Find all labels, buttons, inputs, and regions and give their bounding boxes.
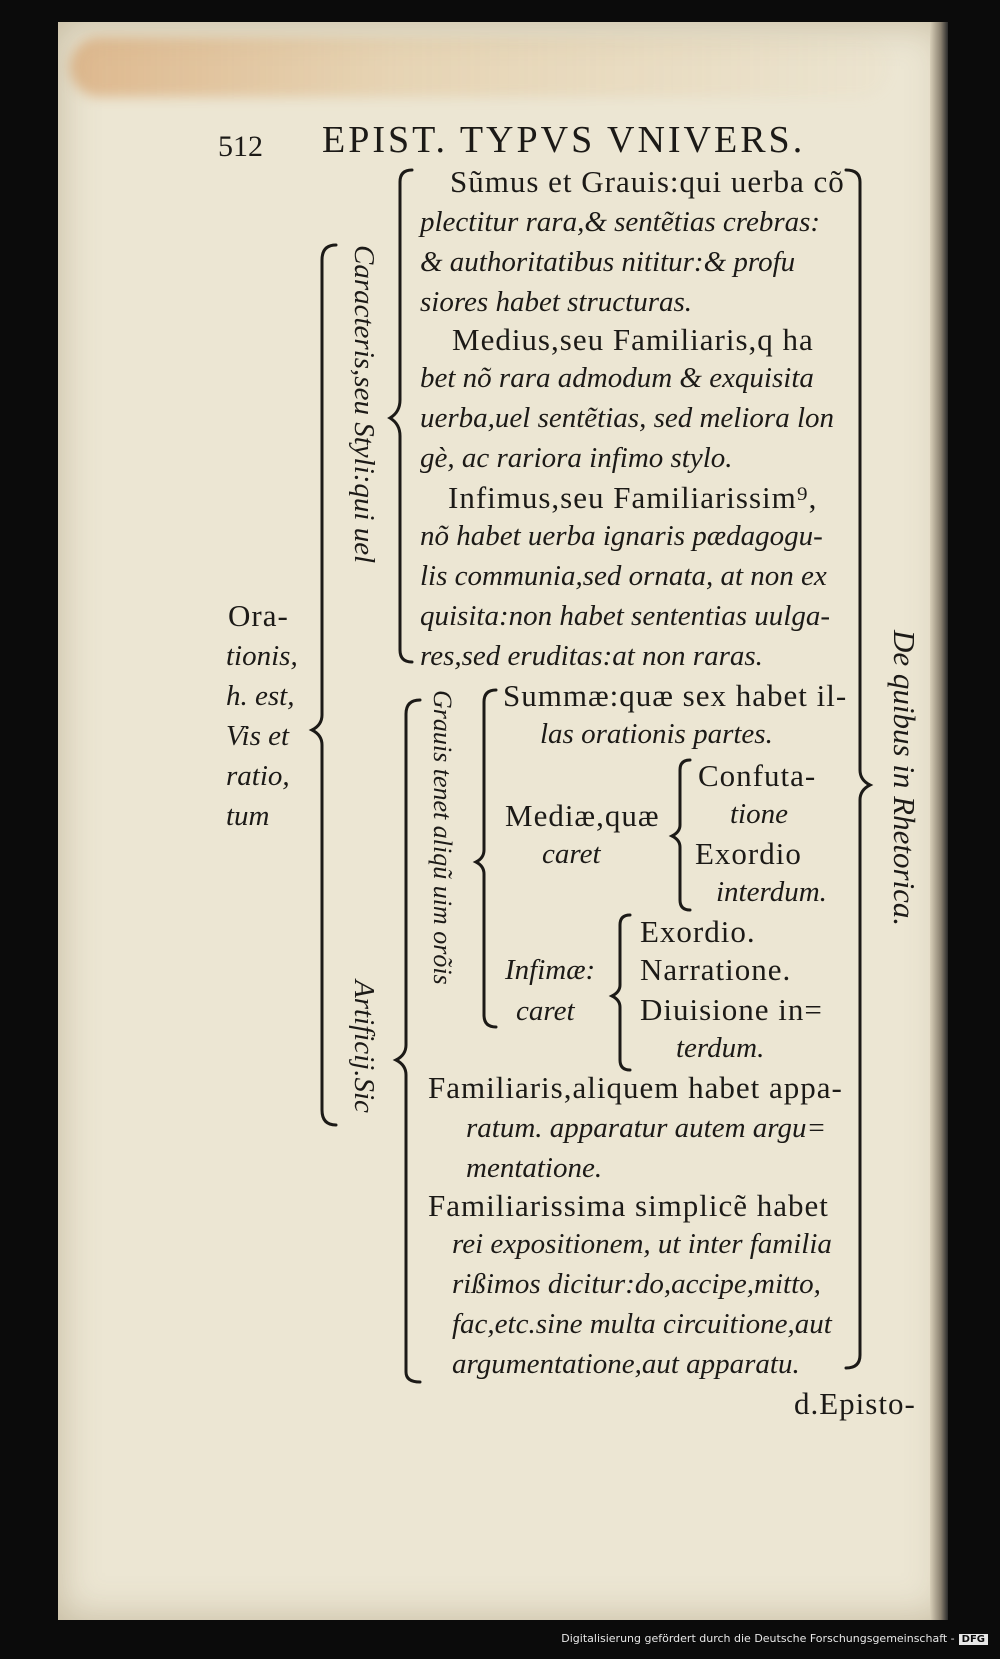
label-characteris: Caracteris,seu Styli:qui uel (348, 245, 380, 564)
sumus-line-3: & authoritatibus nititur:& profu (420, 246, 796, 278)
dfg-logo: DFG (959, 1634, 988, 1645)
infimus-line-5: res,sed eruditas:at non raras. (420, 640, 763, 672)
mediae-bracket (672, 760, 690, 910)
root-line-1: Ora- (228, 598, 289, 633)
summae-line-1: Summæ:quæ sex habet il- (503, 678, 848, 713)
footer-credit (561, 1632, 988, 1645)
familiarissima-line-1: Familiarissima simplicẽ habet (428, 1188, 829, 1223)
mediae-item-1: Confuta- (698, 758, 817, 793)
mediae-label-1: Mediæ,quæ (505, 798, 660, 833)
page-number: 512 (218, 130, 263, 163)
artificii-bracket (396, 700, 420, 1382)
label-artificii: Artificij.Sic (348, 980, 380, 1113)
right-bracket (846, 170, 870, 1368)
medius-line-1: Medius,seu Familiaris,q ha (452, 322, 814, 357)
familiaris-line-3: mentatione. (466, 1152, 603, 1184)
running-title: EPIST. TYPVS VNIVERS. (322, 119, 806, 161)
catchword: d.Episto- (794, 1386, 916, 1421)
infimus-line-1: Infimus,seu Familiarissim⁹, (448, 480, 818, 515)
infimae-bracket (612, 915, 630, 1070)
familiarissima-line-3: rißimos dicitur:do,accipe,mitto, (452, 1268, 821, 1300)
medius-line-4: gè, ac rariora infimo stylo. (420, 442, 733, 474)
mediae-label-2: caret (542, 838, 601, 870)
infimus-line-2: nõ habet uerba ignaris pædagogu- (420, 520, 823, 552)
footer-bar (0, 1620, 1000, 1659)
grauis-bracket (476, 690, 496, 1027)
familiarissima-line-2: rei expositionem, ut inter familia (452, 1228, 832, 1260)
root-line-5: ratio, (226, 760, 290, 792)
mediae-item-3: Exordio (695, 836, 802, 871)
label-grauis: Grauis tenet aliqũ uim orõis (428, 690, 457, 985)
root-line-6: tum (226, 800, 270, 832)
infimus-line-3: lis communia,sed ornata, at non ex (420, 560, 827, 592)
footer-credit-text: Digitalisierung gefördert durch die Deutsche Forschungsgemeinschaft - (561, 1632, 955, 1645)
mediae-item-4: interdum. (716, 876, 827, 908)
infimae-label-2: caret (516, 995, 575, 1027)
sumus-line-1: Sũmus et Grauis:qui uerba cõ (450, 164, 845, 199)
familiaris-line-2: ratum. apparatur autem argu= (466, 1112, 827, 1144)
medius-line-3: uerba,uel sentẽtias, sed meliora lon (420, 402, 835, 434)
summae-line-2: las orationis partes. (540, 718, 773, 750)
infimae-item-3: Diuisione in= (640, 992, 823, 1027)
sumus-line-2: plectitur rara,& sentẽtias crebras: (420, 206, 821, 238)
mediae-item-2: tione (730, 798, 788, 830)
familiarissima-line-4: fac,etc.sine multa circuitione,aut (452, 1308, 832, 1340)
root-line-2: tionis, (226, 640, 298, 672)
infimae-item-1: Exordio. (640, 914, 756, 949)
medius-line-2: bet nõ rara admodum & exquisita (420, 362, 814, 394)
infimus-line-4: quisita:non habet sententias uulga- (420, 600, 830, 632)
root-bracket (312, 245, 336, 1125)
label-de-quibus: De quibus in Rhetorica. (887, 630, 922, 927)
infimae-item-2: Narratione. (640, 952, 792, 987)
infimae-label-1: Infimæ: (505, 954, 596, 986)
familiaris-line-1: Familiaris,aliquem habet appa- (428, 1070, 843, 1105)
familiarissima-line-5: argumentatione,aut apparatu. (452, 1348, 800, 1380)
characteris-bracket (390, 170, 412, 662)
infimae-item-4: terdum. (676, 1032, 765, 1064)
root-line-4: Vis et (226, 720, 290, 752)
sumus-line-4: siores habet structuras. (420, 286, 693, 318)
root-line-3: h. est, (226, 680, 295, 712)
